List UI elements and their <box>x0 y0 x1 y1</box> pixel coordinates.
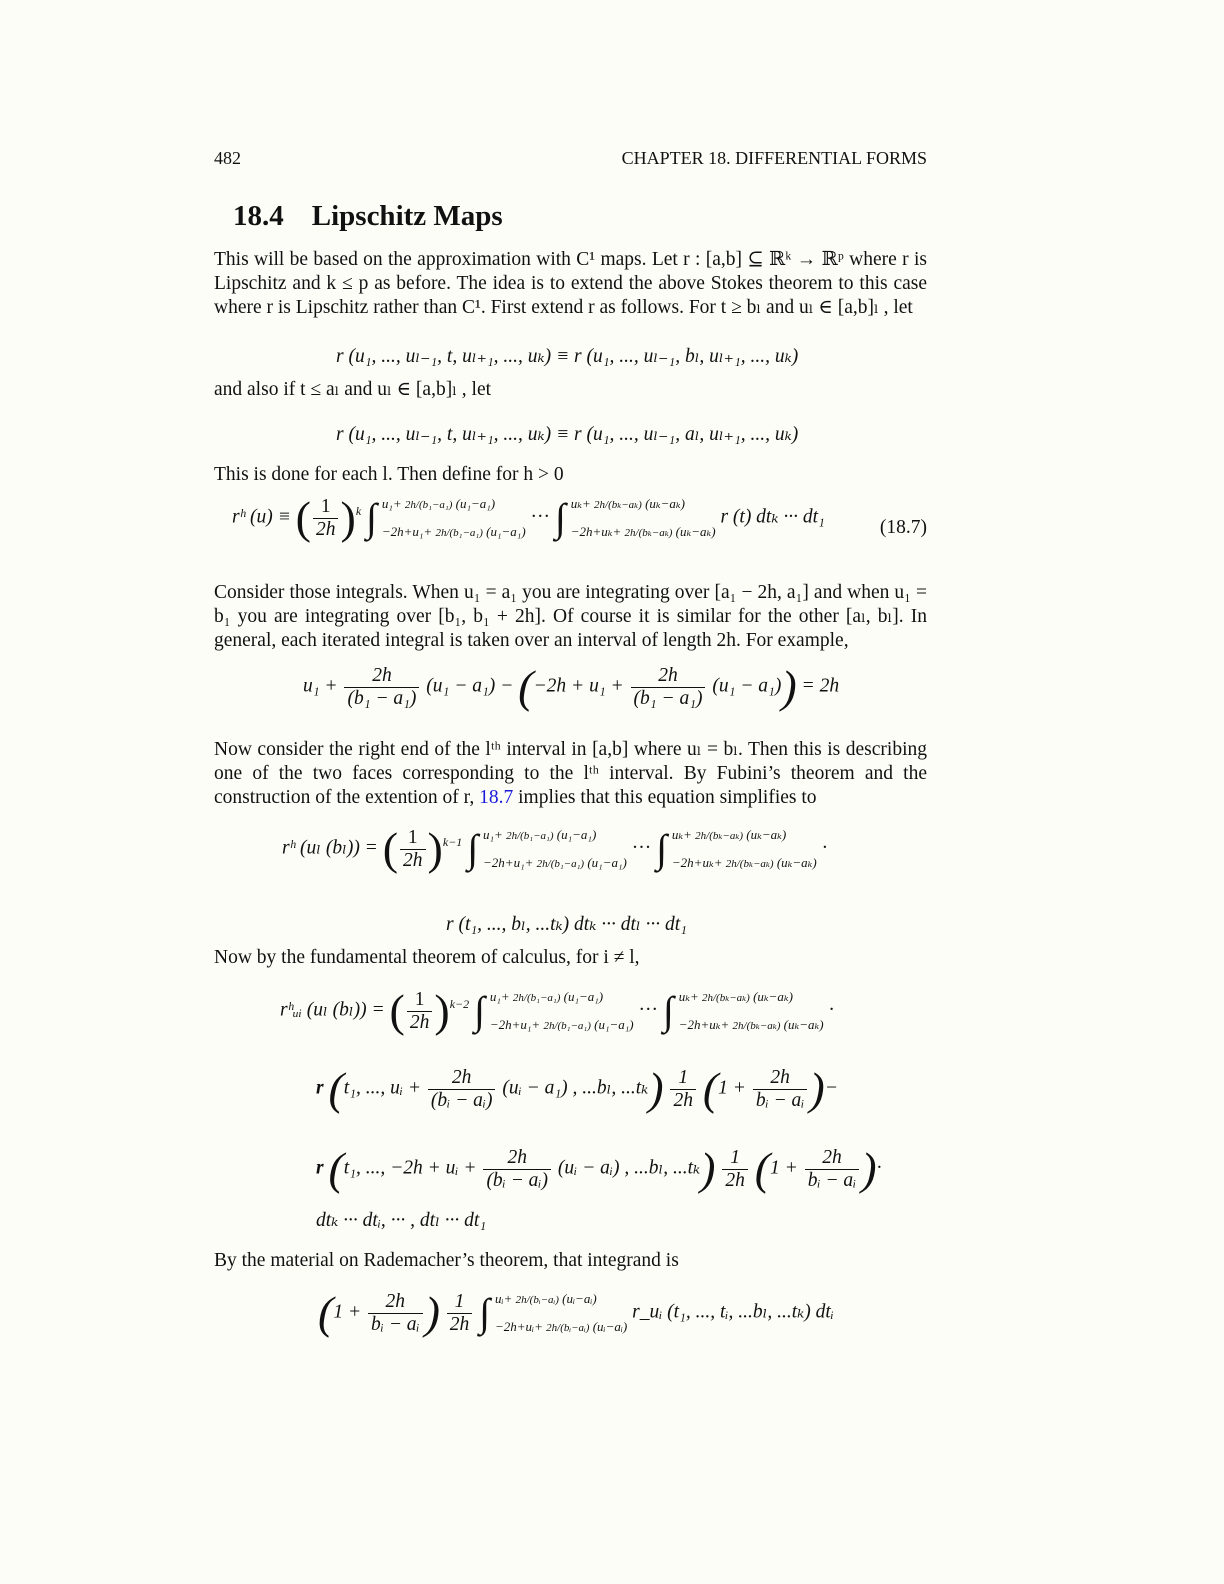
integral-sign: ∫ <box>366 495 377 540</box>
equation-extension-a: r (u₁, ..., uₗ₋₁, t, uₗ₊₁, ..., uₖ) ≡ r (u₁, ..., uₗ₋₁, aₗ, uₗ₊₁, ..., uₖ) <box>336 424 799 445</box>
equation-label: (18.7) <box>879 517 927 538</box>
integral-limits-1: u₁+ 2h/(b₁−a₁) (u₁−a₁) −2h+u₁+ 2h/(b₁−a₁) (u₁−a₁) <box>381 496 526 539</box>
dots: ··· <box>530 506 551 528</box>
paragraph-define: This is done for each l. Then define for h > 0 <box>214 464 564 485</box>
equation-face-integrand: r (t₁, ..., bₗ, ...tₖ) dtₖ ··· dtₗ ··· dt₁ <box>446 914 687 935</box>
paragraph-rademacher: By the material on Rademacher’s theorem, that integrand is <box>214 1250 679 1271</box>
section-title: Lipschitz Maps <box>311 200 503 232</box>
integral-sign: ∫ <box>554 495 566 540</box>
frac-den: 2h <box>313 518 339 541</box>
paragraph-right-end <box>214 738 927 810</box>
equation-ftc-differentials: dtₖ ··· dtᵢ, ··· , dtₗ ··· dt₁ <box>316 1210 487 1231</box>
equation-rademacher: (1 + $\frac{2h}{\text{bᵢ − aᵢ}}$ ) $\frac{1}{2h}$ ∫ uᵢ+ 2h/(bᵢ−aᵢ) (uᵢ−aᵢ) −2h+uᵢ+ 2h/(bᵢ−aᵢ) (uᵢ−aᵢ) r_uᵢ (t₁, ..., tᵢ, ...bₗ, ...tₖ) dtᵢ <box>318 1287 834 1338</box>
page-number: 482 <box>214 148 241 168</box>
equation-18-7: rʰ (u) ≡ ( $\frac{1}{2h}$ )$^k$ ∫ u₁+ 2h/(b₁−a₁) (u₁−a₁) −2h+u₁+ 2h/(b₁−a₁) (u₁−a₁) ··· ∫ uₖ+ 2h/(bₖ−aₖ) (uₖ−aₖ) −2h+uₖ+ 2h/(bₖ−aₖ) (uₖ−aₖ) r (t) dtₖ ··· dt₁ (18.7) <box>232 492 927 543</box>
page-header <box>214 148 927 172</box>
equation-link-18-7[interactable]: 18.7 <box>479 787 514 808</box>
integrand: r (t) dtₖ ··· dt₁ <box>720 506 825 528</box>
equation-ftc-line2: r (t₁, ..., −2h + uᵢ + $\frac{2h}{\text{(bᵢ − aᵢ)}}$ (uᵢ − aᵢ) , ...bₗ, ...tₖ) $\frac{1}{2h}$ (1 + $\frac{2h}{\text{bᵢ − aᵢ}}$ )· <box>316 1143 882 1194</box>
equation-ftc-line1: r (t₁, ..., uᵢ + $\frac{2h}{\text{(bᵢ − aᵢ)}}$ (uᵢ − a₁) , ...bₗ, ...tₖ) $\frac{1}{2h}$ (1 + $\frac{2h}{\text{bᵢ − aᵢ}}$ )− <box>316 1063 838 1114</box>
equation-face: rʰ (uₗ (bₗ)) = ( $\frac{1}{2h}$ )$^{k-1}$ ∫ u₁+ 2h/(b₁−a₁) (u₁−a₁) −2h+u₁+ 2h/(b₁−a₁) (u₁−a₁) ··· ∫ uₖ+ 2h/(bₖ−aₖ) (uₖ−aₖ) −2h+uₖ+ 2h/(bₖ−aₖ) (uₖ−aₖ) · <box>282 823 829 874</box>
equation-ftc: rʰᵤᵢ (uₗ (bₗ)) = ( $\frac{1}{2h}$ )$^{k-2}$ ∫ u₁+ 2h/(b₁−a₁) (u₁−a₁) −2h+u₁+ 2h/(b₁−a₁) (u₁−a₁) ··· ∫ uₖ+ 2h/(bₖ−aₖ) (uₖ−aₖ) −2h+uₖ+ 2h/(bₖ−aₖ) (uₖ−aₖ) · <box>280 985 835 1036</box>
equation-example: u₁ + $\frac{2h}{\text{(b₁ − a₁)}}$ (u₁ − a₁) − (−2h + u₁ + $\frac{2h}{\text{(b₁ − a₁)}}$ (u₁ − a₁)) = 2h <box>303 661 840 712</box>
paragraph-text: Now consider the right end of the lᵗʰ interval in [a,b] where uₗ = bₗ. Then this is describing one of the two faces corresponding to the lᵗʰ interval. By Fubini’s theorem and the construction of the extention of r, <box>214 739 927 808</box>
eq-def-lhs: rʰ (u) ≡ <box>232 506 291 528</box>
integral-limits-k: uₖ+ 2h/(bₖ−aₖ) (uₖ−aₖ) −2h+uₖ+ 2h/(bₖ−aₖ) (uₖ−aₖ) <box>570 496 716 539</box>
paragraph-intro: This will be based on the approximation with C¹ maps. Let r : [a,b] ⊆ ℝᵏ → ℝᵖ where r is Lipschitz and k ≤ p as before. The idea is to extend the above Stokes theorem to this case where r is Lipschitz rather than C¹. First extend r as follows. For t ≥ bₗ and uₗ ∈ [a,b]ₗ , let <box>214 249 927 318</box>
running-head: CHAPTER 18. DIFFERENTIAL FORMS <box>621 148 927 168</box>
equation-extension-b: r (u₁, ..., uₗ₋₁, t, uₗ₊₁, ..., uₖ) ≡ r (u₁, ..., uₗ₋₁, bₗ, uₗ₊₁, ..., uₖ) <box>336 346 799 367</box>
exponent: k <box>355 503 362 518</box>
paragraph-also: and also if t ≤ aₗ and uₗ ∈ [a,b]ₗ , let <box>214 379 492 400</box>
paragraph-ftc: Now by the fundamental theorem of calculus, for i ≠ l, <box>214 947 640 968</box>
paragraph-text: implies that this equation simplifies to <box>513 787 817 808</box>
section-heading <box>233 200 503 233</box>
section-number: 18.4 <box>233 200 284 232</box>
frac-num: 1 <box>320 495 331 517</box>
paragraph-consider: Consider those integrals. When u₁ = a₁ you are integrating over [a₁ − 2h, a₁] and when u₁ = b₁ you are integrating over [b₁, b₁ + 2h]. Of course it is similar for the other [aₗ, bₗ]. In general, each iterated integral is taken over an interval of length 2h. For example, <box>214 582 927 651</box>
